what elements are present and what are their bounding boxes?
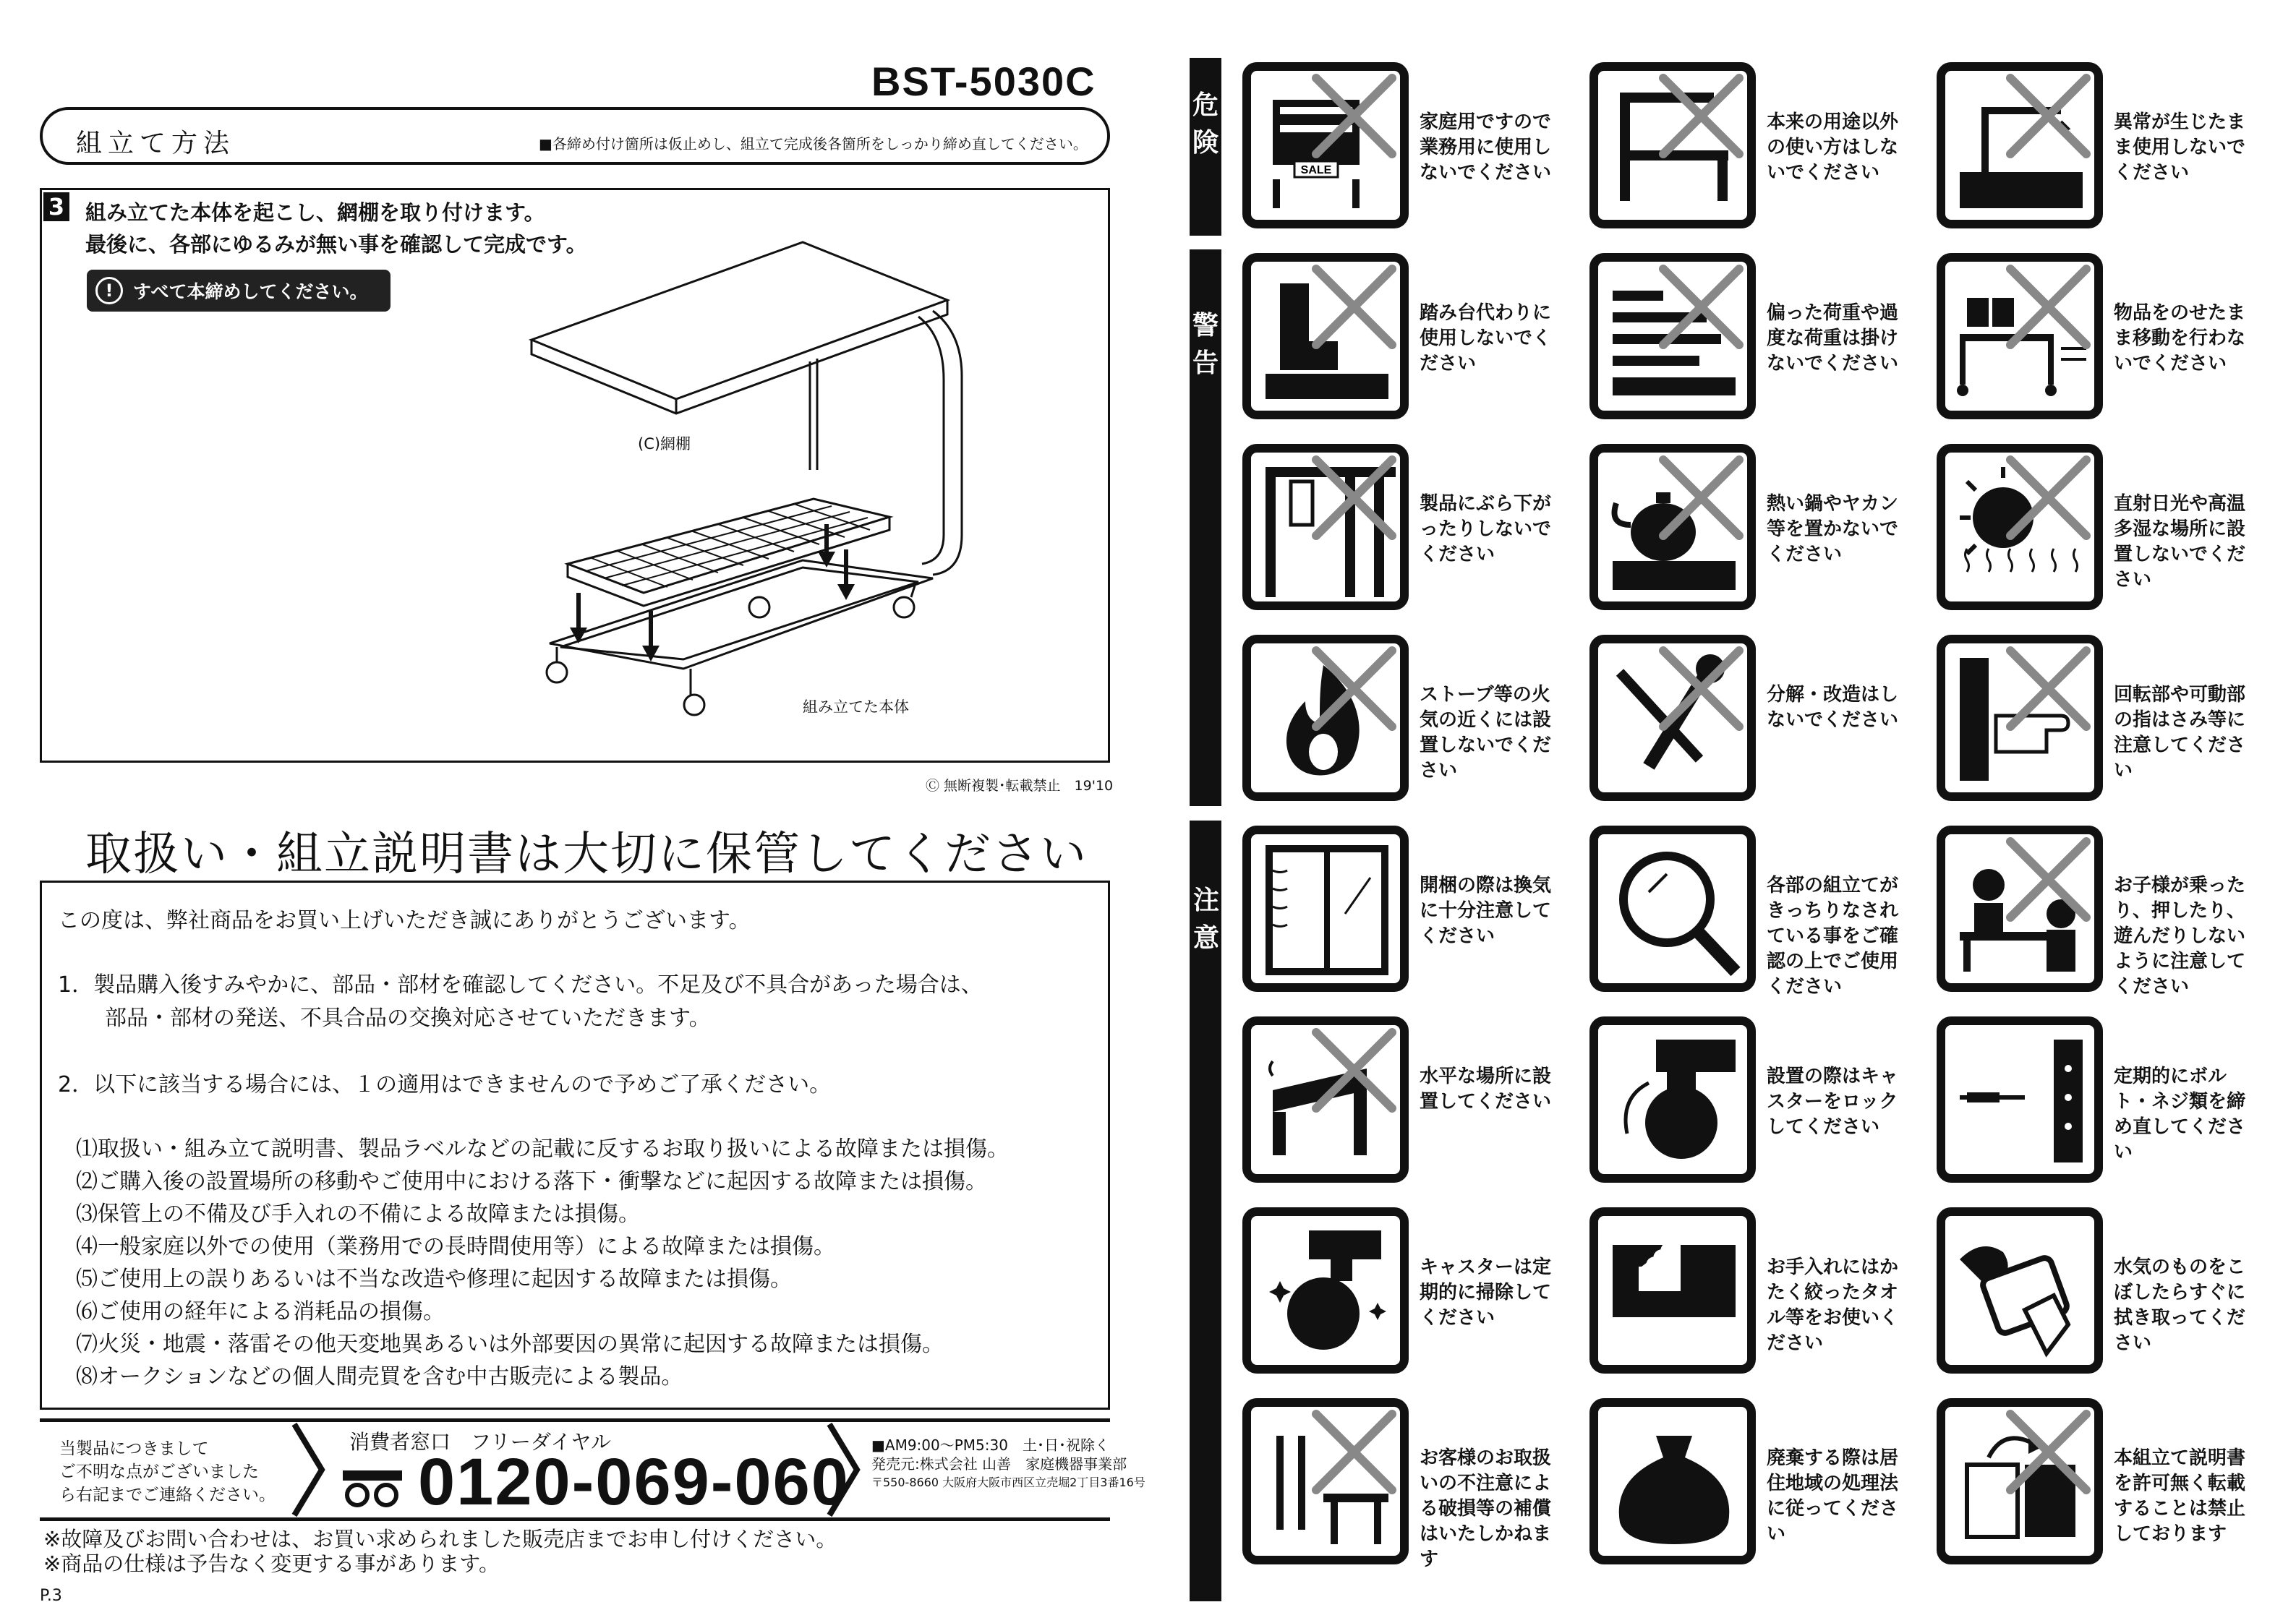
step-instruction-1: 組み立てた本体を起こし、網棚を取り付けます。 bbox=[85, 200, 545, 225]
exclusion-item: ⑻オークションなどの個人間売買を含む中古販売による製品。 bbox=[76, 1364, 683, 1389]
pictogram-caption: 定期的にボルト・ネジ類を締め直してください bbox=[2114, 1066, 2246, 1163]
uneven-load-icon bbox=[1589, 253, 1756, 419]
footer-notes: ※故障及びお問い合わせは、お買い求められました販売店までお申し付けください。 ※商品の仕様は予告なく変更する事があります。 bbox=[43, 1527, 837, 1576]
hanging-icon bbox=[1242, 444, 1409, 610]
section-warning: 警告 bbox=[1190, 249, 1221, 806]
pictogram-caption: 本来の用途以外の使い方はしないでください bbox=[1767, 111, 1899, 184]
level-icon bbox=[1242, 1016, 1409, 1183]
chevron-right-icon bbox=[286, 1418, 329, 1521]
wipe-icon bbox=[1937, 1207, 2103, 1374]
point2-text: 2．以下に該当する場合には、１の適用はできませんので予めご了承ください。 bbox=[58, 1072, 832, 1097]
point1-line2: 部品・部材の発送、不具合品の交換対応させていただきます。 bbox=[105, 1006, 711, 1031]
moving-load-icon bbox=[1937, 253, 2103, 419]
pictogram-caption: 水気のものをこぼしたらすぐに拭き取ってください bbox=[2114, 1256, 2246, 1354]
free-dial-icon bbox=[340, 1468, 405, 1511]
intro-text: この度は、弊社商品をお買い上げいただき誠にありがとうございます。 bbox=[58, 908, 751, 933]
section-title: 組立て方法 bbox=[76, 129, 236, 158]
prohibition-cross-icon bbox=[2010, 269, 2086, 345]
window-icon bbox=[1242, 826, 1409, 992]
pictogram-caption: 水平な場所に設置してください bbox=[1420, 1066, 1552, 1113]
exclamation-icon: ! bbox=[95, 277, 123, 304]
pictogram-caption: 回転部や可動部の指はさみ等に注意してください bbox=[2114, 684, 2246, 781]
prohibition-cross-icon bbox=[2010, 78, 2086, 154]
caster-lock-icon bbox=[1589, 1016, 1756, 1183]
hot-kettle-icon bbox=[1589, 444, 1756, 610]
pictogram-caption: 分解・改造はしないでください bbox=[1767, 684, 1899, 731]
section-danger: 危険 bbox=[1190, 58, 1221, 236]
keep-manual-title: 取扱い・組立説明書は大切に保管してください bbox=[85, 828, 1088, 881]
page-number: P.3 bbox=[40, 1587, 62, 1605]
pictogram-caption: 家庭用ですので業務用に使用しないでください bbox=[1420, 111, 1552, 184]
prohibition-cross-icon bbox=[1663, 269, 1739, 345]
warning-badge bbox=[87, 270, 391, 312]
label-assembled-body: 組み立てた本体 bbox=[803, 698, 909, 716]
prohibition-cross-icon bbox=[2010, 842, 2086, 917]
pictogram-caption: お手入れにはかたく絞ったタオル等をお使いください bbox=[1767, 1256, 1899, 1354]
sunlight-icon bbox=[1937, 444, 2103, 610]
children-icon bbox=[1937, 826, 2103, 992]
chevron-right-icon bbox=[821, 1418, 864, 1521]
pictogram-caption: お客様のお取扱いの不注意による破損等の補償はいたしかねます bbox=[1420, 1447, 1552, 1570]
model-number: BST-5030C bbox=[871, 59, 1096, 104]
pictogram-caption: 踏み台代わりに使用しないでください bbox=[1420, 302, 1552, 374]
pictogram-caption: 設置の際はキャスターをロックしてください bbox=[1767, 1066, 1899, 1138]
caster-clean-icon bbox=[1242, 1207, 1409, 1374]
prohibition-cross-icon bbox=[1316, 1414, 1392, 1490]
pinch-icon bbox=[1937, 635, 2103, 801]
point1-line1: 1．製品購入後すみやかに、部品・部材を確認してください。不足及び不具合があった場合は、 bbox=[58, 972, 983, 998]
prohibition-cross-icon bbox=[1663, 78, 1739, 154]
pictogram-caption: 各部の組立てがきっちりなされている事をご確認の上でご使用ください bbox=[1767, 875, 1899, 998]
copyright-note: Ⓒ 無断複製･転載禁止 19'10 bbox=[926, 778, 1114, 794]
pictogram-caption: 廃棄する際は居住地域の処理法に従ってください bbox=[1767, 1447, 1899, 1545]
pictogram-caption: 物品をのせたまま移動を行わないでください bbox=[2114, 302, 2246, 374]
label-net-shelf: (C)網棚 bbox=[638, 435, 691, 453]
step-stool-icon bbox=[1242, 253, 1409, 419]
copy-prohibited-icon bbox=[1937, 1398, 2103, 1564]
wrong-use-icon bbox=[1589, 62, 1756, 228]
pictogram-caption: 本組立て説明書を許可無く転載することは禁止しております bbox=[2114, 1447, 2246, 1545]
header-note: ■各締め付け箇所は仮止めし、組立て完成後各箇所をしっかり締め直してください。 bbox=[539, 135, 1088, 153]
exclusion-item: ⑶保管上の不備及び手入れの不備による故障または損傷。 bbox=[76, 1202, 640, 1227]
pictogram-caption: ストーブ等の火気の近くには設置しないでください bbox=[1420, 684, 1552, 781]
tools-icon bbox=[1589, 635, 1756, 801]
sale-shelf-icon bbox=[1242, 62, 1409, 228]
step-instruction-2: 最後に、各部にゆるみが無い事を確認して完成です。 bbox=[85, 232, 587, 257]
pictogram-caption: キャスターは定期的に掃除してください bbox=[1420, 1256, 1552, 1329]
damage-icon bbox=[1242, 1398, 1409, 1564]
exclusion-item: ⑴取扱い・組み立て説明書、製品ラベルなどの記載に反するお取り扱いによる故障または損傷。 bbox=[76, 1136, 1009, 1162]
towel-icon bbox=[1589, 1207, 1756, 1374]
exclusion-item: ⑺火災・地震・落雷その他天変地異あるいは外部要因の異常に起因する故障または損傷。 bbox=[76, 1332, 944, 1357]
section-caution-label: 注意 bbox=[1193, 886, 1220, 953]
page-number: P.4 bbox=[1190, 1587, 1212, 1605]
abnormal-icon bbox=[1937, 62, 2103, 228]
exclusion-item: ⑵ご購入後の設置場所の移動やご使用中における落下・衝撃などに起因する故障または損傷。 bbox=[76, 1169, 987, 1194]
exclusion-item: ⑷一般家庭以外での使用（業務用での長時間使用等）による故障または損傷。 bbox=[76, 1234, 835, 1259]
pictogram-caption: 熱い鍋やヤカン等を置かないでください bbox=[1767, 493, 1899, 565]
pictogram-caption: お子様が乗ったり、押したり、遊んだりしないように注意してください bbox=[2114, 875, 2246, 998]
step-number: 3 bbox=[43, 192, 69, 221]
prohibition-cross-icon bbox=[1663, 460, 1739, 536]
pictogram-caption: 開梱の際は換気に十分注意してください bbox=[1420, 875, 1552, 947]
magnifier-icon bbox=[1589, 826, 1756, 992]
svg-text:SALE: SALE bbox=[1300, 164, 1332, 176]
screwdriver-icon bbox=[1937, 1016, 2103, 1183]
prohibition-cross-icon bbox=[1316, 269, 1392, 345]
disposal-icon bbox=[1589, 1398, 1756, 1564]
pictogram-caption: 偏った荷重や過度な荷重は掛けないでください bbox=[1767, 302, 1899, 374]
warning-text: すべて本締めしてください。 bbox=[133, 281, 368, 302]
exclusion-item: ⑸ご使用上の誤りあるいは不当な改造や修理に起因する故障または損傷。 bbox=[76, 1267, 792, 1292]
phone-number[interactable]: 0120-069-060 bbox=[418, 1445, 850, 1519]
consumer-window-label: 消費者窓口 フリーダイヤル bbox=[349, 1430, 612, 1454]
fire-icon bbox=[1242, 635, 1409, 801]
exclusion-item: ⑹ご使用の経年による消耗品の損傷。 bbox=[76, 1299, 445, 1324]
cart-assembly-illustration bbox=[499, 231, 991, 752]
pictogram-caption: 直射日光や高温多湿な場所に設置しないでください bbox=[2114, 493, 2246, 591]
pictogram-caption: 製品にぶら下がったりしないでください bbox=[1420, 493, 1552, 565]
contact-lead: 当製品につきまして ご不明な点がございました ら右記までご連絡ください。 bbox=[59, 1439, 276, 1504]
pictogram-caption: 異常が生じたまま使用しないでください bbox=[2114, 111, 2246, 184]
contact-details: ■AM9:00〜PM5:30 土･日･祝除く 発売元:株式会社 山善 家庭機器事業部 〒550-8660 大阪府大阪市西区立売堀2丁目3番16号 bbox=[871, 1436, 1145, 1489]
